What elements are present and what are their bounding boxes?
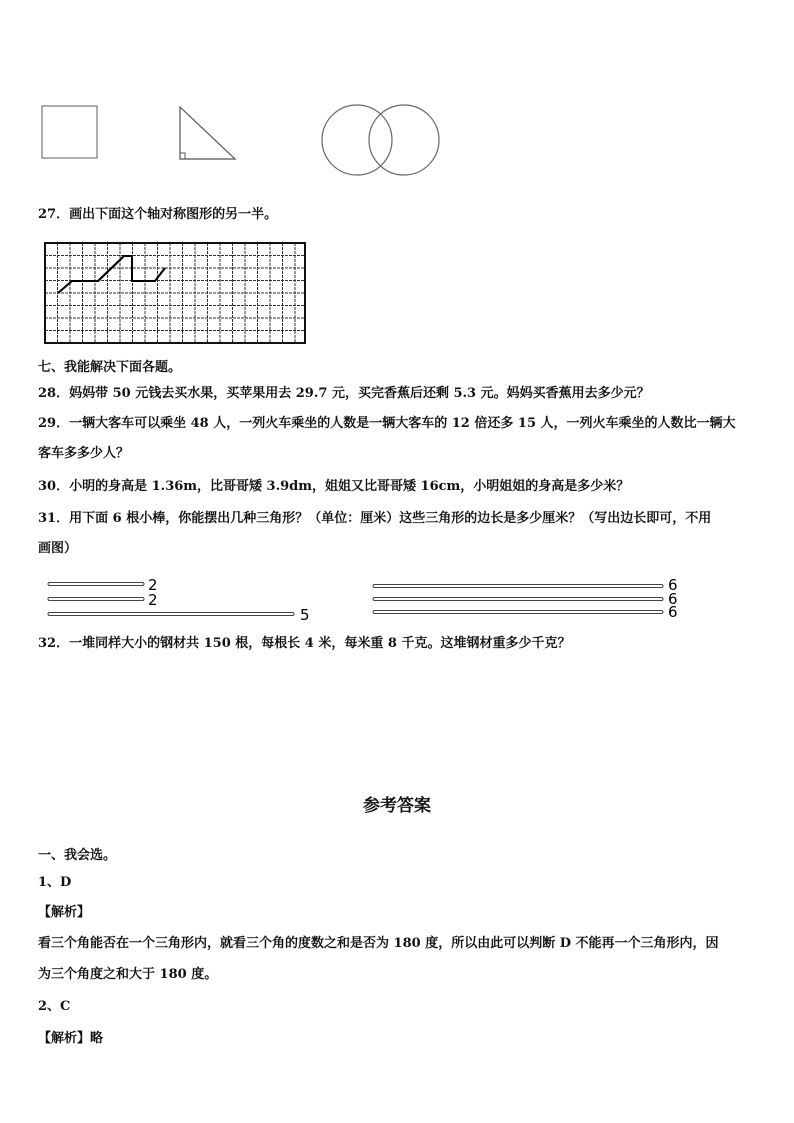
question-32: 32．一堆同样大小的钢材共 150 根，每根长 4 米，每米重 8 千克。这堆钢材重多少千克？ <box>38 636 571 651</box>
shapes-figure <box>30 95 460 185</box>
square-shape <box>42 106 97 158</box>
right-angle-mark <box>180 153 185 159</box>
stick-right-2 <box>373 598 663 601</box>
answer-1-analysis-line2: 为三个角度之和大于 180 度。 <box>38 967 218 982</box>
stick-right-1-label: 6 <box>668 576 678 594</box>
question-28: 28．妈妈带 50 元钱去买水果，买苹果用去 29.7 元，买完香蕉后还剩 5.3 元。妈妈买香蕉用去多少元？ <box>38 386 650 401</box>
stick-left-2 <box>48 598 144 601</box>
question-29-line2: 客车多多少人？ <box>38 446 130 461</box>
stick-left-2-label: 2 <box>148 591 158 609</box>
question-30: 30．小明的身高是 1.36m，比哥哥矮 3.9dm，姐姐又比哥哥矮 16cm，小明姐姐的身高是多少米？ <box>38 479 630 494</box>
answers-title: 参考答案 <box>363 796 431 816</box>
stick-left-3-label: 5 <box>300 606 310 622</box>
question-27: 27．画出下面这个轴对称图形的另一半。 <box>38 207 278 222</box>
stick-right-1 <box>373 585 663 588</box>
answers-section-1: 一、我会选。 <box>38 848 117 863</box>
stick-left-1 <box>48 583 144 586</box>
question-31-line2: 画图） <box>38 541 78 556</box>
answer-2: 2、C <box>38 999 71 1014</box>
answer-1-analysis-label: 【解析】 <box>38 905 91 920</box>
section-7-title: 七、我能解决下面各题。 <box>38 360 182 375</box>
stick-right-3 <box>373 611 663 614</box>
symmetry-grid <box>40 238 310 350</box>
stick-left-1-label: 2 <box>148 576 158 594</box>
answer-1-analysis-line1: 看三个角能否在一个三角形内，就看三个角的度数之和是否为 180 度，所以由此可以判断 D 不能再一个三角形内，因 <box>38 936 719 951</box>
sticks-figure <box>40 574 690 622</box>
stick-left-3 <box>48 613 294 616</box>
right-triangle-shape <box>180 107 235 159</box>
circle-left-shape <box>322 105 392 175</box>
stick-right-2-label: 6 <box>668 590 678 608</box>
question-29-line1: 29．一辆大客车可以乘坐 48 人，一列火车乘坐的人数是一辆大客车的 12 倍还多 15 人，一列火车乘坐的人数比一辆大 <box>38 416 736 431</box>
question-31-line1: 31．用下面 6 根小棒，你能摆出几种三角形？（单位：厘米）这些三角形的边长是多少厘米？（写出边长即可，不用 <box>38 511 712 526</box>
stick-right-3-label: 6 <box>668 603 678 621</box>
circle-right-shape <box>369 105 439 175</box>
half-figure <box>58 256 165 293</box>
answer-2-analysis: 【解析】略 <box>38 1031 104 1046</box>
answer-1: 1、D <box>38 875 72 890</box>
